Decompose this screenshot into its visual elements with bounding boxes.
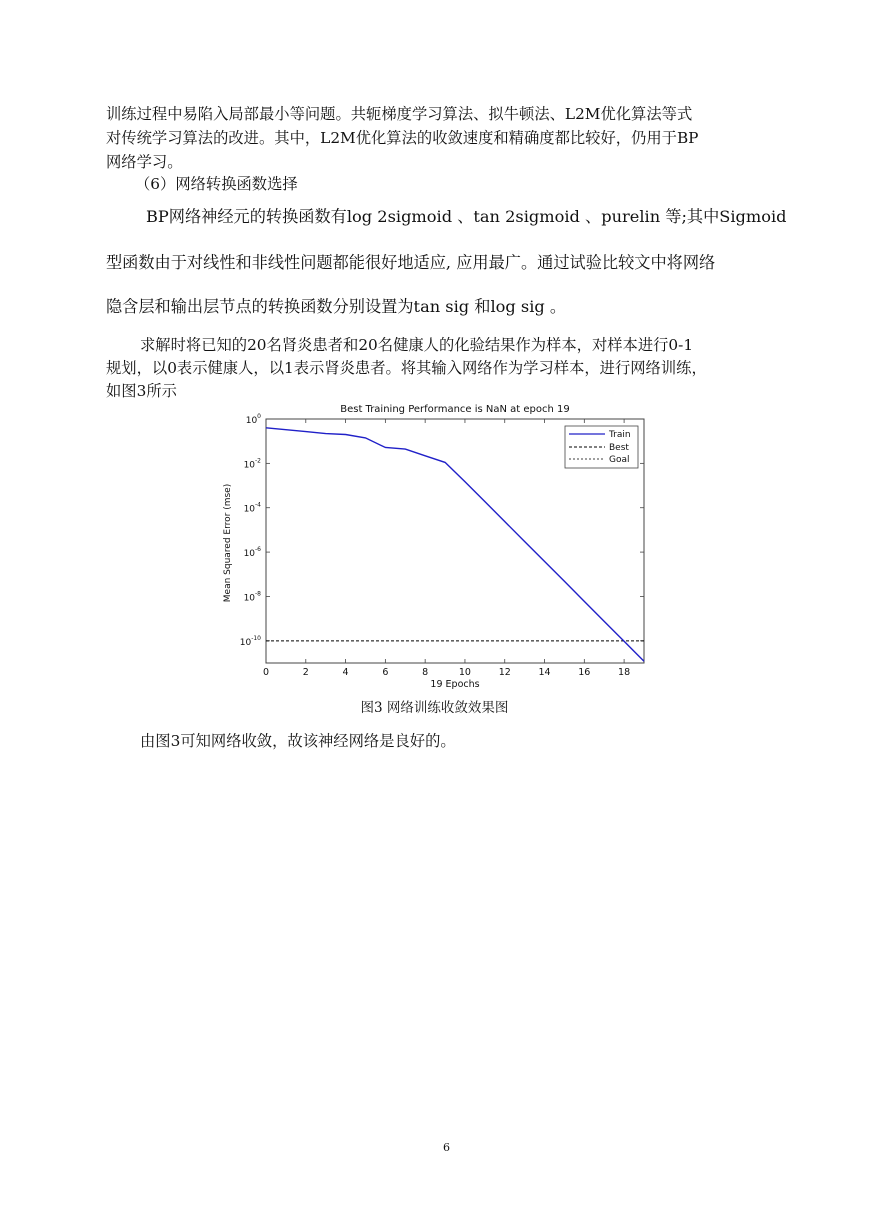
- body-line: 如图3所示: [106, 382, 177, 400]
- body-line: 训练过程中易陷入局部最小等问题。共轭梯度学习算法、拟牛顿法、L2M优化算法等式: [106, 105, 693, 123]
- body-line: 对传统学习算法的改进。其中，L2M优化算法的收敛速度和精确度都比较好，仍用于BP: [106, 129, 699, 147]
- x-tick-label: 16: [578, 667, 591, 678]
- section-heading: （6）网络转换函数选择: [135, 175, 298, 193]
- body-line: BP网络神经元的转换函数有log 2sigmoid 、tan 2sigmoid 、purelin 等;其中Sigmoid: [146, 207, 787, 226]
- y-tick-label: $10^{-4}$: [243, 501, 261, 515]
- x-tick-label: 18: [618, 667, 631, 678]
- legend: [565, 426, 638, 468]
- legend-best: Best: [609, 443, 629, 453]
- x-tick-label: 2: [302, 667, 309, 678]
- body-line: 网络学习。: [106, 153, 183, 171]
- x-tick-label: 0: [262, 667, 270, 678]
- body-line: 求解时将已知的20名肾炎患者和20名健康人的化验结果作为样本，对样本进行0-1: [140, 336, 694, 354]
- y-tick-label: $10^{-8}$: [243, 590, 261, 604]
- x-tick-label: 10: [458, 667, 471, 678]
- x-axis-label: 19 Epochs: [430, 679, 480, 690]
- y-tick-label: $10^0$: [245, 413, 261, 426]
- y-axis-label: Mean Squared Error (mse): [223, 483, 233, 603]
- body-line: 隐含层和输出层节点的转换函数分别设置为tan sig 和log sig 。: [106, 297, 567, 316]
- legend-goal: Goal: [609, 455, 630, 465]
- page-number: 6: [443, 1141, 450, 1154]
- conclusion-text: 由图3可知网络收敛，故该神经网络是良好的。: [140, 732, 456, 750]
- y-tick-label: $10^{-6}$: [243, 546, 261, 560]
- figure-caption: 图3 网络训练收敛效果图: [360, 700, 509, 716]
- y-tick-label: $10^{-2}$: [243, 457, 261, 471]
- chart-title: Best Training Performance is NaN at epoch 19: [340, 404, 570, 415]
- body-line: 型函数由于对线性和非线性问题都能很好地适应, 应用最广。通过试验比较文中将网络: [106, 253, 716, 272]
- x-tick-label: 8: [422, 667, 429, 678]
- x-tick-label: 12: [498, 667, 511, 678]
- training-performance-chart: [205, 398, 655, 690]
- x-tick-label: 4: [342, 667, 349, 678]
- x-tick-label: 6: [382, 667, 389, 678]
- legend-train: Train: [609, 430, 631, 440]
- y-tick-label: $10^{-10}$: [239, 634, 261, 648]
- x-tick-label: 14: [538, 667, 551, 678]
- body-line: 规划，以0表示健康人，以1表示肾炎患者。将其输入网络作为学习样本，进行网络训练，: [106, 359, 707, 377]
